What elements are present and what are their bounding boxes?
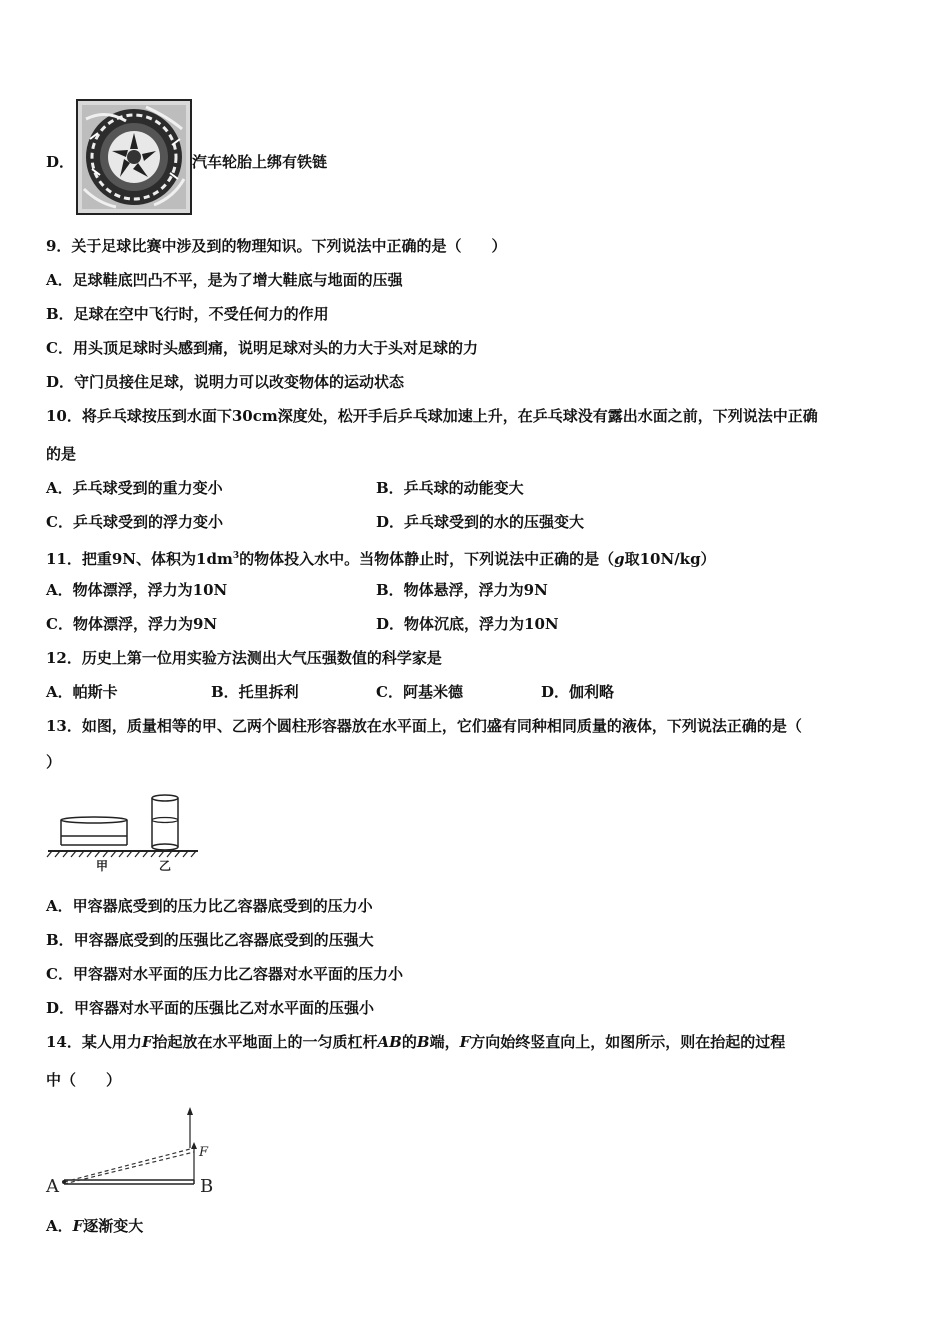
containers-figure xyxy=(46,790,202,874)
q8-option-d-letter: D． xyxy=(46,153,75,171)
q13-option-b: B．甲容器底受到的压强比乙容器底受到的压强大 xyxy=(46,931,374,949)
label-B: B xyxy=(200,1176,214,1197)
q14-stem-part-b: 抬起放在水平地面上的一匀质杠杆 xyxy=(152,1033,378,1051)
q9-option-b: B．足球在空中飞行时，不受任何力的作用 xyxy=(46,305,329,323)
q14-stem-part-a: 14．某人用力 xyxy=(46,1033,142,1051)
q9-option-d: D．守门员接住足球，说明力可以改变物体的运动状态 xyxy=(46,373,405,391)
q14-stem-AB: AB xyxy=(377,1033,402,1051)
q9-option-a: A．足球鞋底凹凸不平，是为了增大鞋底与地面的压强 xyxy=(46,271,403,289)
q14-stem-line1 xyxy=(46,1032,785,1052)
q11-option-d: D．物体沉底，浮力为10N xyxy=(376,615,559,633)
q14-stem-F2: F xyxy=(459,1033,471,1051)
q14-option-a-F: F xyxy=(72,1217,84,1235)
q13-option-c: C．甲容器对水平面的压力比乙容器对水平面的压力小 xyxy=(46,965,403,983)
q9-option-c: C．用头顶足球时头感到痛，说明足球对头的力大于头对足球的力 xyxy=(46,339,478,357)
q10-option-d: D．乒乓球受到的水的压强变大 xyxy=(376,513,585,531)
tire-chain-image xyxy=(76,99,192,215)
q14-stem-part-c: 的 xyxy=(401,1033,417,1051)
q11-stem-g: g xyxy=(614,550,625,568)
q11-stem xyxy=(46,546,716,569)
q14-stem-part-d: 端， xyxy=(429,1033,460,1051)
q12-option-d: D．伽利略 xyxy=(541,683,615,701)
q10-stem-line2: 的是 xyxy=(46,445,77,463)
q11-stem-part-c: 取10N/kg） xyxy=(624,550,716,568)
q10-option-a: A．乒乓球受到的重力变小 xyxy=(46,479,223,497)
q11-option-c: C．物体漂浮，浮力为9N xyxy=(46,615,218,633)
q13-stem-line1: 13．如图，质量相等的甲、乙两个圆柱形容器放在水平面上，它们盛有同种相同质量的液体，下列说法正确的是（ xyxy=(46,717,802,735)
q14-stem-part-e: 方向始终竖直向上，如图所示，则在抬起的过程 xyxy=(470,1033,786,1051)
q11-stem-superscript: 3 xyxy=(232,551,240,561)
container-jia-icon xyxy=(61,817,127,845)
q10-stem-line1: 10．将乒乓球按压到水面下30cm深度处，松开手后乒乓球加速上升，在乒乓球没有露出水面之前，下列说法中正确 xyxy=(46,407,818,425)
q14-option-a-text: 逐渐变大 xyxy=(83,1217,144,1235)
q13-stem-line2: ） xyxy=(46,753,62,771)
q12-option-a: A．帕斯卡 xyxy=(46,683,118,701)
q8-option-d-text: 汽车轮胎上绑有铁链 xyxy=(192,153,328,171)
q11-option-b: B．物体悬浮，浮力为9N xyxy=(376,581,548,599)
label-yi: 乙 xyxy=(158,859,172,873)
q14-option-a xyxy=(46,1216,143,1236)
label-A: A xyxy=(46,1176,59,1197)
lever-figure xyxy=(44,1104,224,1196)
q14-stem-line2: 中（ ） xyxy=(46,1071,122,1089)
q13-option-d: D．甲容器对水平面的压强比乙对水平面的压强小 xyxy=(46,999,375,1017)
q11-option-a: A．物体漂浮，浮力为10N xyxy=(46,581,228,599)
q14-option-a-letter: A． xyxy=(46,1217,73,1235)
q12-option-b: B．托里拆利 xyxy=(211,683,299,701)
container-yi-icon xyxy=(152,795,178,850)
q14-stem-B: B xyxy=(416,1033,430,1051)
label-F: F xyxy=(199,1145,209,1160)
q13-option-a: A．甲容器底受到的压力比乙容器底受到的压力小 xyxy=(46,897,373,915)
q14-stem-F: F xyxy=(141,1033,153,1051)
q10-option-b: B．乒乓球的动能变大 xyxy=(376,479,524,497)
label-jia: 甲 xyxy=(95,859,109,873)
q12-stem: 12．历史上第一位用实验方法测出大气压强数值的科学家是 xyxy=(46,649,442,667)
q11-stem-part-a: 11．把重9N、体积为1dm xyxy=(46,550,233,568)
q9-stem: 9．关于足球比赛中涉及到的物理知识。下列说法中正确的是（ ） xyxy=(46,237,507,255)
q12-option-c: C．阿基米德 xyxy=(376,683,463,701)
q11-stem-part-b: 的物体投入水中。当物体静止时，下列说法中正确的是（ xyxy=(239,550,615,568)
q10-option-c: C．乒乓球受到的浮力变小 xyxy=(46,513,223,531)
